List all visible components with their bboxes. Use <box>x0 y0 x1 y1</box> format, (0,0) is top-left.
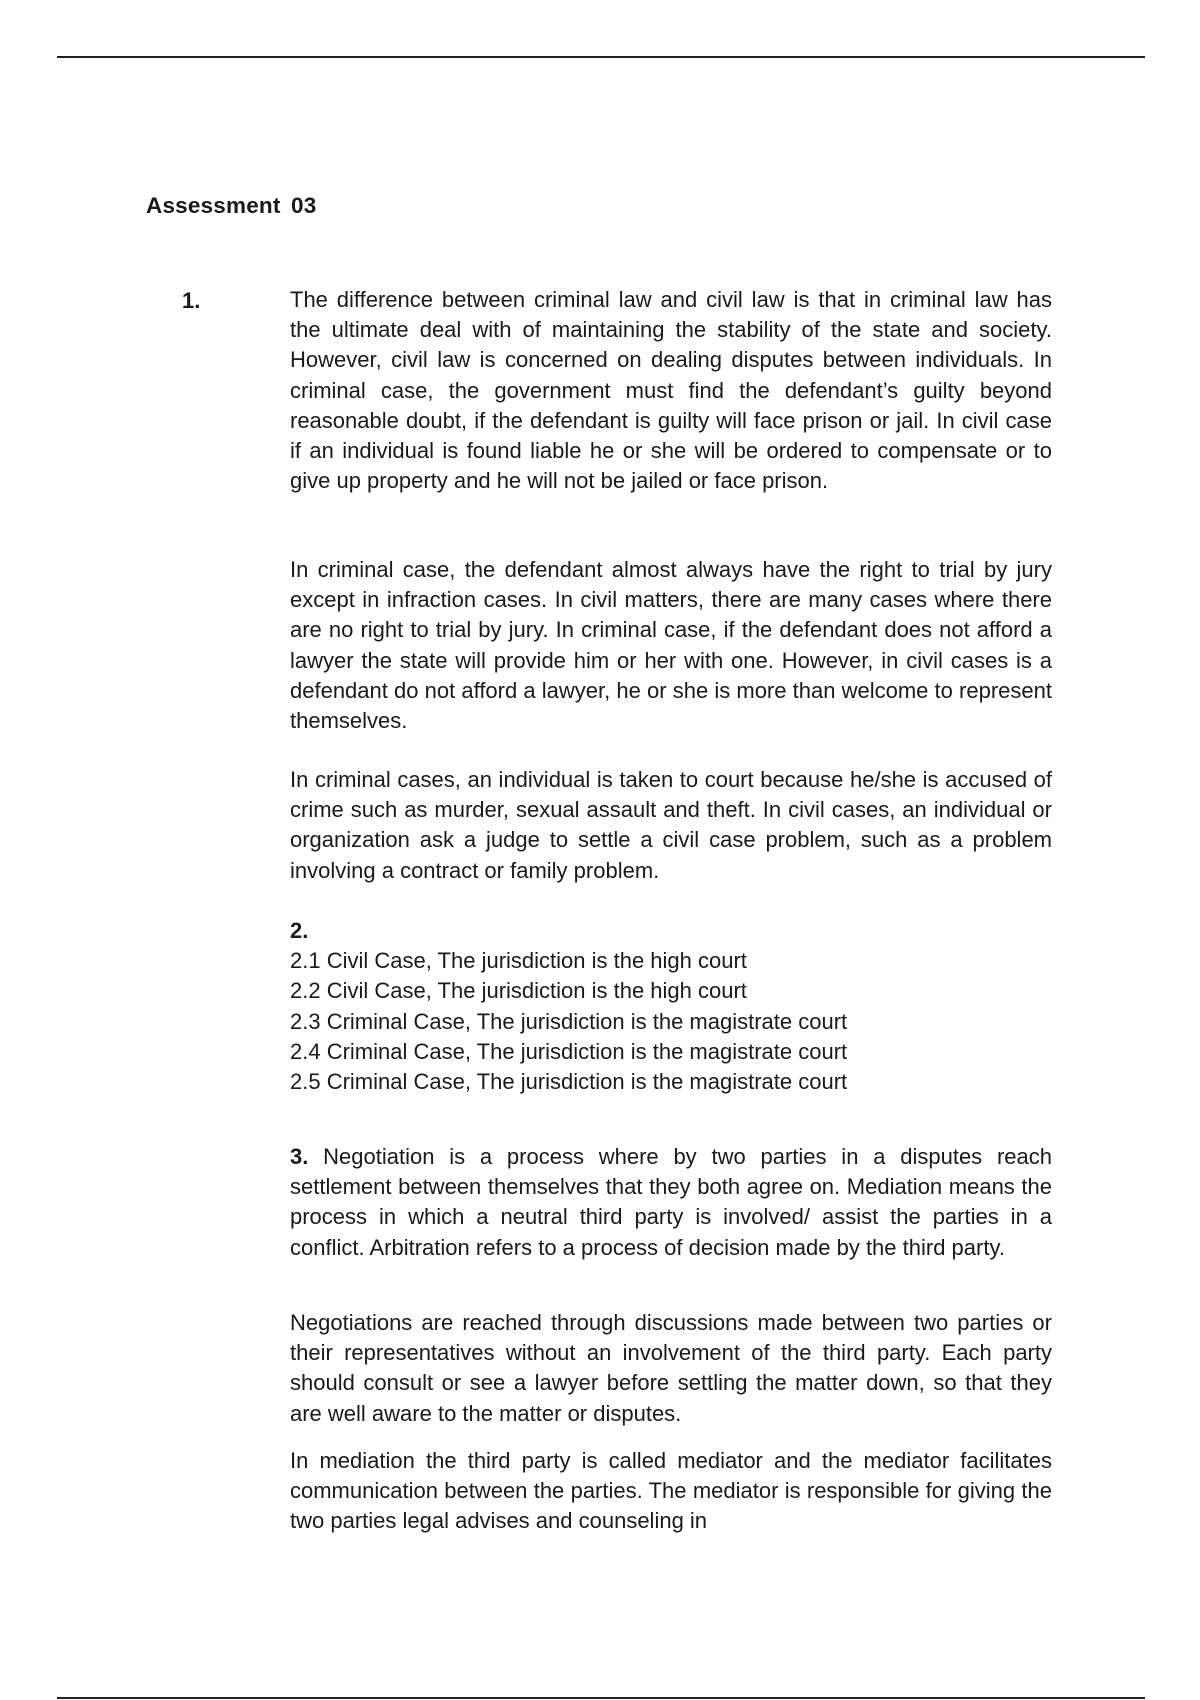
paragraph-text: In mediation the third party is called mediator and the mediator facilitates communication between the parties. The mediator is responsible for giving the two parties legal advises and counseling in <box>290 1448 1052 1534</box>
question-3-text: Negotiation is a process where by two parties in a disputes reach settlement between themselves that they both agree on. Mediation means the process in which a neutral third party is involved/ assist the parties in a conflict. Arbitration refers to a process of decision made by the third party. <box>290 1144 1052 1260</box>
paragraph-text: The difference between criminal law and civil law is that in criminal law has the ultimate deal with of maintaining the stability of the state and society. However, civil law is concerned on dealing disputes between individuals. In criminal case, the government must find the defendant’s guilty beyond reasonable doubt, if the defendant is guilty will face prison or jail. In civil case if an individual is found liable he or she will be ordered to compensate or to give up property and he will not be jailed or face prison. <box>290 287 1052 494</box>
question-1-paragraph-2 <box>290 555 1052 736</box>
bottom-rule <box>57 1697 1145 1699</box>
answer-item: 2.2 Civil Case, The jurisdiction is the high court <box>290 978 747 1004</box>
question-3-paragraph-2 <box>290 1308 1052 1429</box>
top-rule <box>57 56 1145 58</box>
paragraph-text: In criminal case, the defendant almost always have the right to trial by jury except in infraction cases. In civil matters, there are many cases where there are no right to trial by jury. In criminal case, if the defendant does not afford a lawyer the state will provide him or her with one. However, in civil cases is a defendant do not afford a lawyer, he or she is more than welcome to represent themselves. <box>290 557 1052 734</box>
paragraph-text: In criminal cases, an individual is taken to court because he/she is accused of crime such as murder, sexual assault and theft. In civil cases, an individual or organization ask a judge to settle a civil case problem, such as a problem involving a contract or family problem. <box>290 767 1052 883</box>
paragraph-text: Negotiations are reached through discussions made between two parties or their representatives without an involvement of the third party. Each party should consult or see a lawyer before settling the matter down, so that they are well aware to the matter or disputes. <box>290 1310 1052 1426</box>
page-title: Assessment 03 <box>146 193 317 218</box>
answer-item: 2.4 Criminal Case, The jurisdiction is the magistrate court <box>290 1038 848 1064</box>
question-1-number: 1. <box>182 288 201 313</box>
question-2-section <box>290 916 1052 1097</box>
question-3-paragraph-1 <box>290 1142 1052 1263</box>
question-2-number: 2. <box>290 918 309 943</box>
question-1-paragraph-3 <box>290 765 1052 886</box>
paragraph-text <box>290 1142 1052 1263</box>
question-1-paragraph-1 <box>290 285 1052 496</box>
question-3-paragraph-3 <box>290 1446 1052 1537</box>
question-3-number: 3. <box>290 1144 309 1169</box>
answer-item: 2.1 Civil Case, The jurisdiction is the high court <box>290 948 747 974</box>
answer-item: 2.5 Criminal Case, The jurisdiction is the magistrate court <box>290 1069 848 1095</box>
answer-item: 2.3 Criminal Case, The jurisdiction is the magistrate court <box>290 1008 848 1034</box>
